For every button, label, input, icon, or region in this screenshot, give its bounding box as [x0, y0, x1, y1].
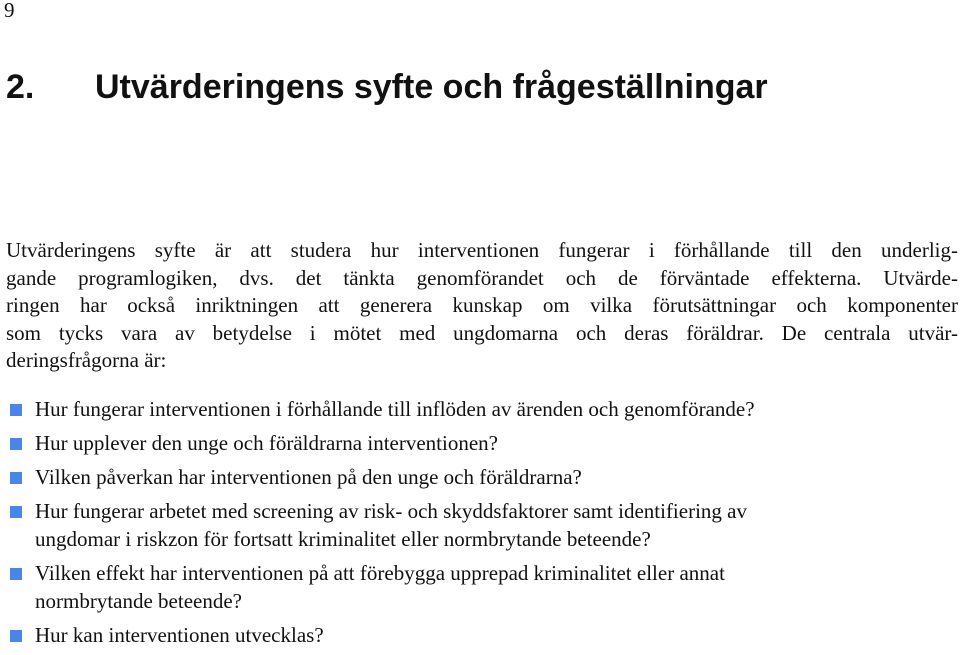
paragraph-line: gande programlogiken, dvs. det tänkta genomförandet och de förväntade effekterna. Utvärde- [6, 265, 958, 290]
paragraph-line: Utvärderingens syfte är att studera hur interventionen fungerar i förhållande till den underlig- [6, 238, 958, 262]
list-item [0, 395, 960, 423]
list-item [0, 559, 960, 615]
paragraph-line: som tycks vara av betydelse i mötet med ungdomarna och deras föräldrar. De centrala utvär- [6, 320, 958, 345]
list-item [0, 429, 960, 457]
section-heading [6, 65, 768, 109]
list-item-text: normbrytande beteende? [35, 589, 242, 613]
list-item-text: Hur kan interventionen utvecklas? [35, 623, 324, 647]
list-item-text: Hur fungerar arbetet med screening av risk- och skyddsfaktorer samt identifiering av [35, 499, 747, 523]
list-item-text: Vilken påverkan har interventionen på den unge och föräldrarna? [35, 465, 582, 489]
square-bullet-icon [10, 438, 22, 450]
question-list [0, 395, 960, 655]
square-bullet-icon [10, 404, 22, 416]
page-number: 9 [4, 0, 15, 22]
square-bullet-icon [10, 630, 22, 642]
list-item [0, 463, 960, 491]
square-bullet-icon [10, 568, 22, 580]
list-item-text: Hur fungerar interventionen i förhållande till inflöden av ärenden och genomförande? [35, 397, 755, 421]
section-title: Utvärderingens syfte och frågeställningar [95, 68, 768, 106]
paragraph-line: deringsfrågorna är: [6, 348, 167, 372]
list-item [0, 497, 960, 553]
square-bullet-icon [10, 506, 22, 518]
intro-paragraph [6, 237, 958, 375]
square-bullet-icon [10, 472, 22, 484]
paragraph-line: ringen har också inriktningen att generera kunskap om vilka förutsättningar och komponenter [6, 293, 958, 317]
section-number: 2. [6, 68, 35, 106]
list-item-text: Vilken effekt har interventionen på att förebygga upprepad kriminalitet eller annat [35, 561, 725, 585]
list-item [0, 621, 960, 649]
list-item-text: Hur upplever den unge och föräldrarna interventionen? [35, 431, 498, 455]
list-item-text: ungdomar i riskzon för fortsatt kriminalitet eller normbrytande beteende? [35, 527, 651, 551]
